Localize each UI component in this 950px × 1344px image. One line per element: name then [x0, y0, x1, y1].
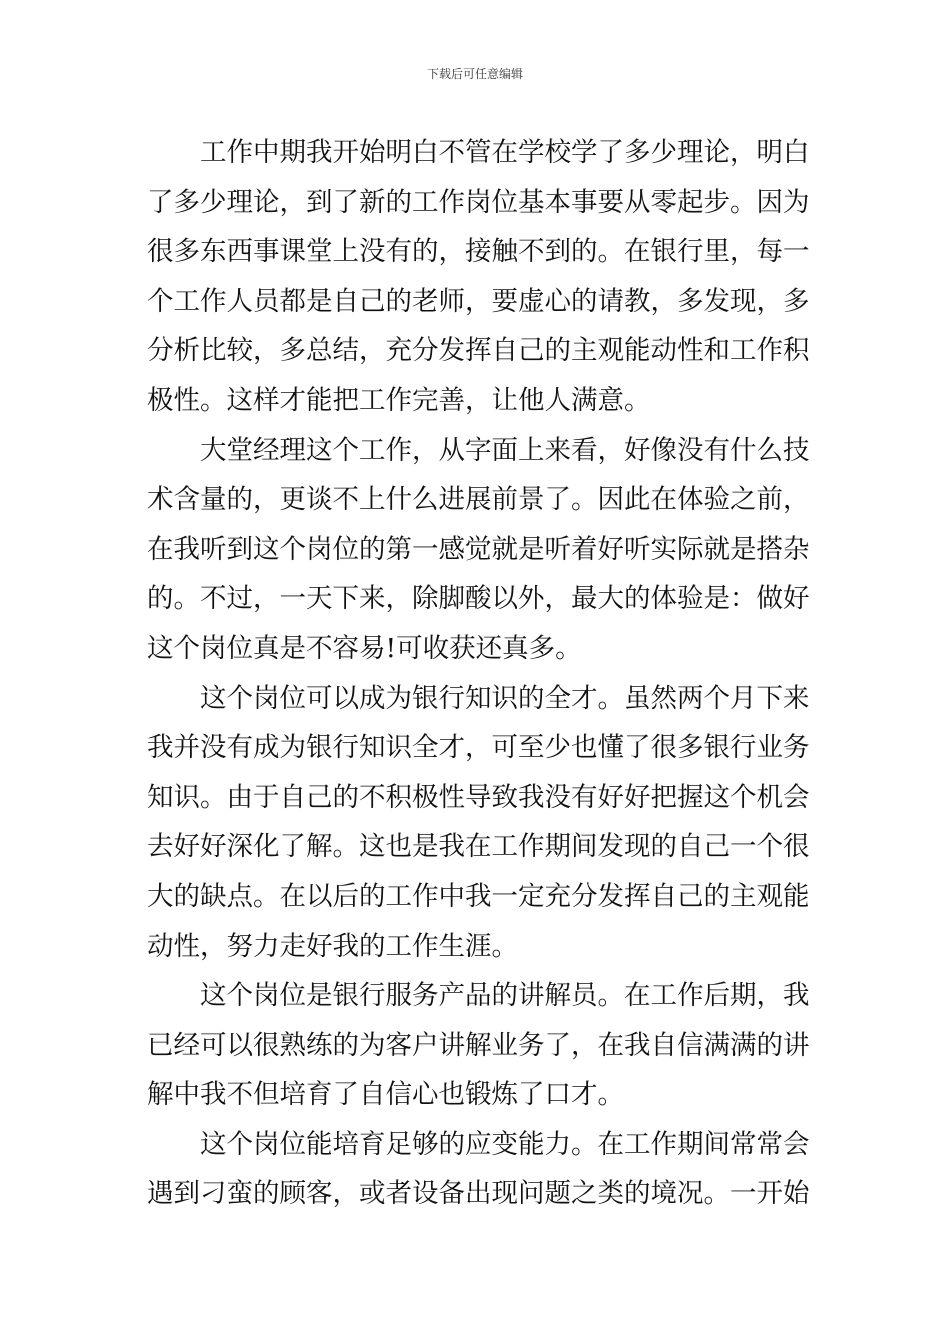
text-line: 个工作人员都是自己的老师，要虚心的请教，多发现，多 — [147, 285, 810, 317]
text-line: 分析比较，多总结，充分发挥自己的主观能动性和工作积 — [147, 335, 810, 367]
text-line: 大的缺点。在以后的工作中我一定充分发挥自己的主观能 — [147, 880, 810, 912]
paragraph-1 — [147, 128, 809, 426]
text-line: 我并没有成为银行知识全才，可至少也懂了很多银行业务 — [147, 732, 810, 764]
paragraph-5 — [147, 1120, 809, 1219]
text-line: 已经可以很熟练的为客户讲解业务了，在我自信满满的讲 — [147, 1029, 810, 1061]
text-line: 这个岗位能培育足够的应变能力。在工作期间常常会 — [200, 1128, 810, 1160]
text-line: 这个岗位是银行服务产品的讲解员。在工作后期，我 — [200, 980, 810, 1012]
text-line: 解中我不但培育了自信心也锻炼了口才。 — [147, 1079, 624, 1111]
page-header-note: 下载后可任意编辑 — [426, 67, 523, 81]
paragraph-2 — [147, 426, 809, 674]
text-line: 的。不过，一天下来，除脚酸以外，最大的体验是：做好 — [147, 583, 810, 615]
paragraph-4 — [147, 971, 809, 1120]
text-line: 遇到刁蛮的顾客，或者设备出现问题之类的境况。一开始 — [147, 1178, 810, 1210]
text-line: 工作中期我开始明白不管在学校学了多少理论，明白 — [200, 137, 810, 168]
text-line: 这个岗位可以成为银行知识的全才。虽然两个月下来 — [200, 682, 810, 714]
text-line: 这个岗位真是不容易!可收获还真多。 — [147, 632, 582, 664]
text-line: 大堂经理这个工作，从字面上来看，好像没有什么技 — [200, 434, 810, 466]
text-line: 动性，努力走好我的工作生涯。 — [147, 930, 518, 962]
text-line: 去好好深化了解。这也是我在工作期间发现的自己一个很 — [147, 831, 810, 863]
text-line: 了多少理论，到了新的工作岗位基本事要从零起步。因为 — [147, 186, 810, 218]
text-line: 知识。由于自己的不积极性导致我没有好好把握这个机会 — [147, 781, 810, 813]
document-body — [147, 128, 809, 1219]
text-line: 术含量的，更谈不上什么进展前景了。因此在体验之前， — [147, 484, 810, 516]
paragraph-3 — [147, 674, 809, 972]
text-line: 极性。这样才能把工作完善，让他人满意。 — [147, 384, 651, 416]
text-line: 在我听到这个岗位的第一感觉就是听着好听实际就是搭杂 — [147, 533, 810, 565]
text-line: 很多东西事课堂上没有的，接触不到的。在银行里，每一 — [147, 236, 810, 268]
